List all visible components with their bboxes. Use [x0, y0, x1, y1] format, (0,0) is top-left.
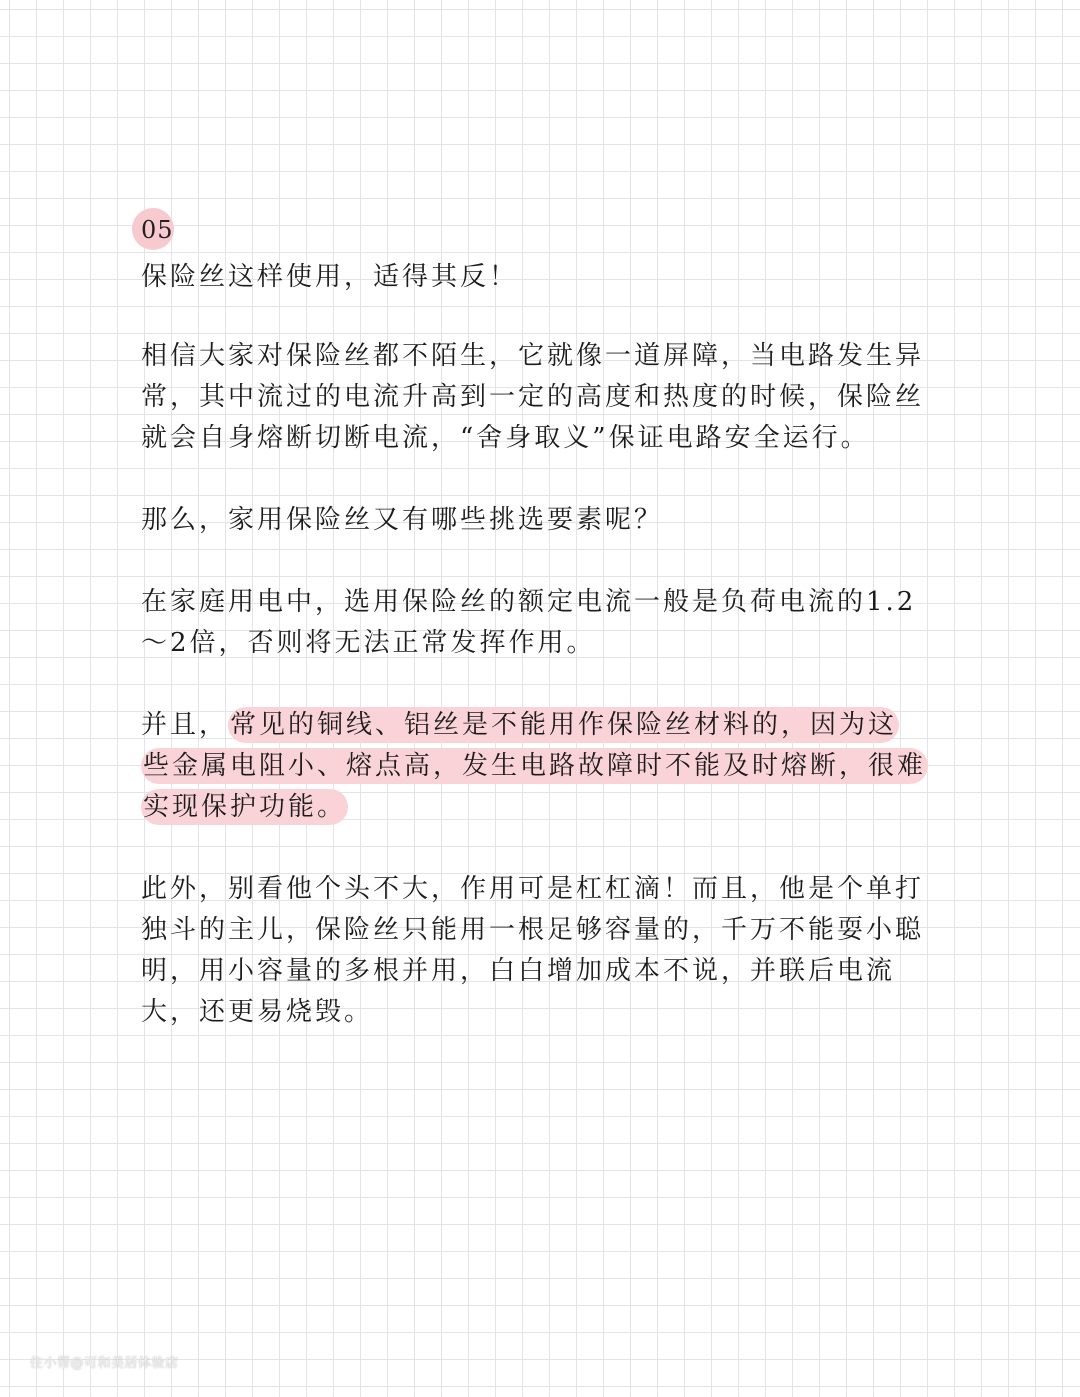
section-number: 05: [141, 216, 174, 244]
paragraph-rated-current: 在家庭用电中，选用保险丝的额定电流一般是负荷电流的1.2～2倍，否则将无法正常发挥作用。: [141, 587, 917, 658]
paragraph-single-fuse: 此外，别看他个头不大，作用可是杠杠滴！而且，他是个单打独斗的主儿，保险丝只能用一根足够容量的，千万不能耍小聪明，用小容量的多根并用，白白增加成本不说，并联后电流大，还更易烧毁。: [141, 874, 925, 1027]
highlighted-text: 常见的铜线、铝丝是不能用作保险丝材料的，因为这些金属电阻小、熔点高，发生电路故障时不能及时熔断，很难实现保护功能。: [141, 707, 928, 825]
paragraph-question: 那么，家用保险丝又有哪些挑选要素呢？: [141, 505, 664, 535]
paragraph-materials: [141, 705, 926, 828]
section-number-badge: [141, 205, 926, 257]
paragraph-intro: 相信大家对保险丝都不陌生，它就像一道屏障，当电路发生异常，其中流过的电流升高到一定的高度和热度的时候，保险丝就会自身熔断切断电流，“舍身取义”保证电路安全运行。: [141, 341, 925, 453]
section-title: 保险丝这样使用，适得其反！: [141, 262, 519, 292]
paragraph-materials-prefix: 并且，: [141, 710, 229, 740]
watermark: 住小帮@可和美居体验店: [30, 1356, 179, 1371]
article-content: [141, 205, 926, 1074]
